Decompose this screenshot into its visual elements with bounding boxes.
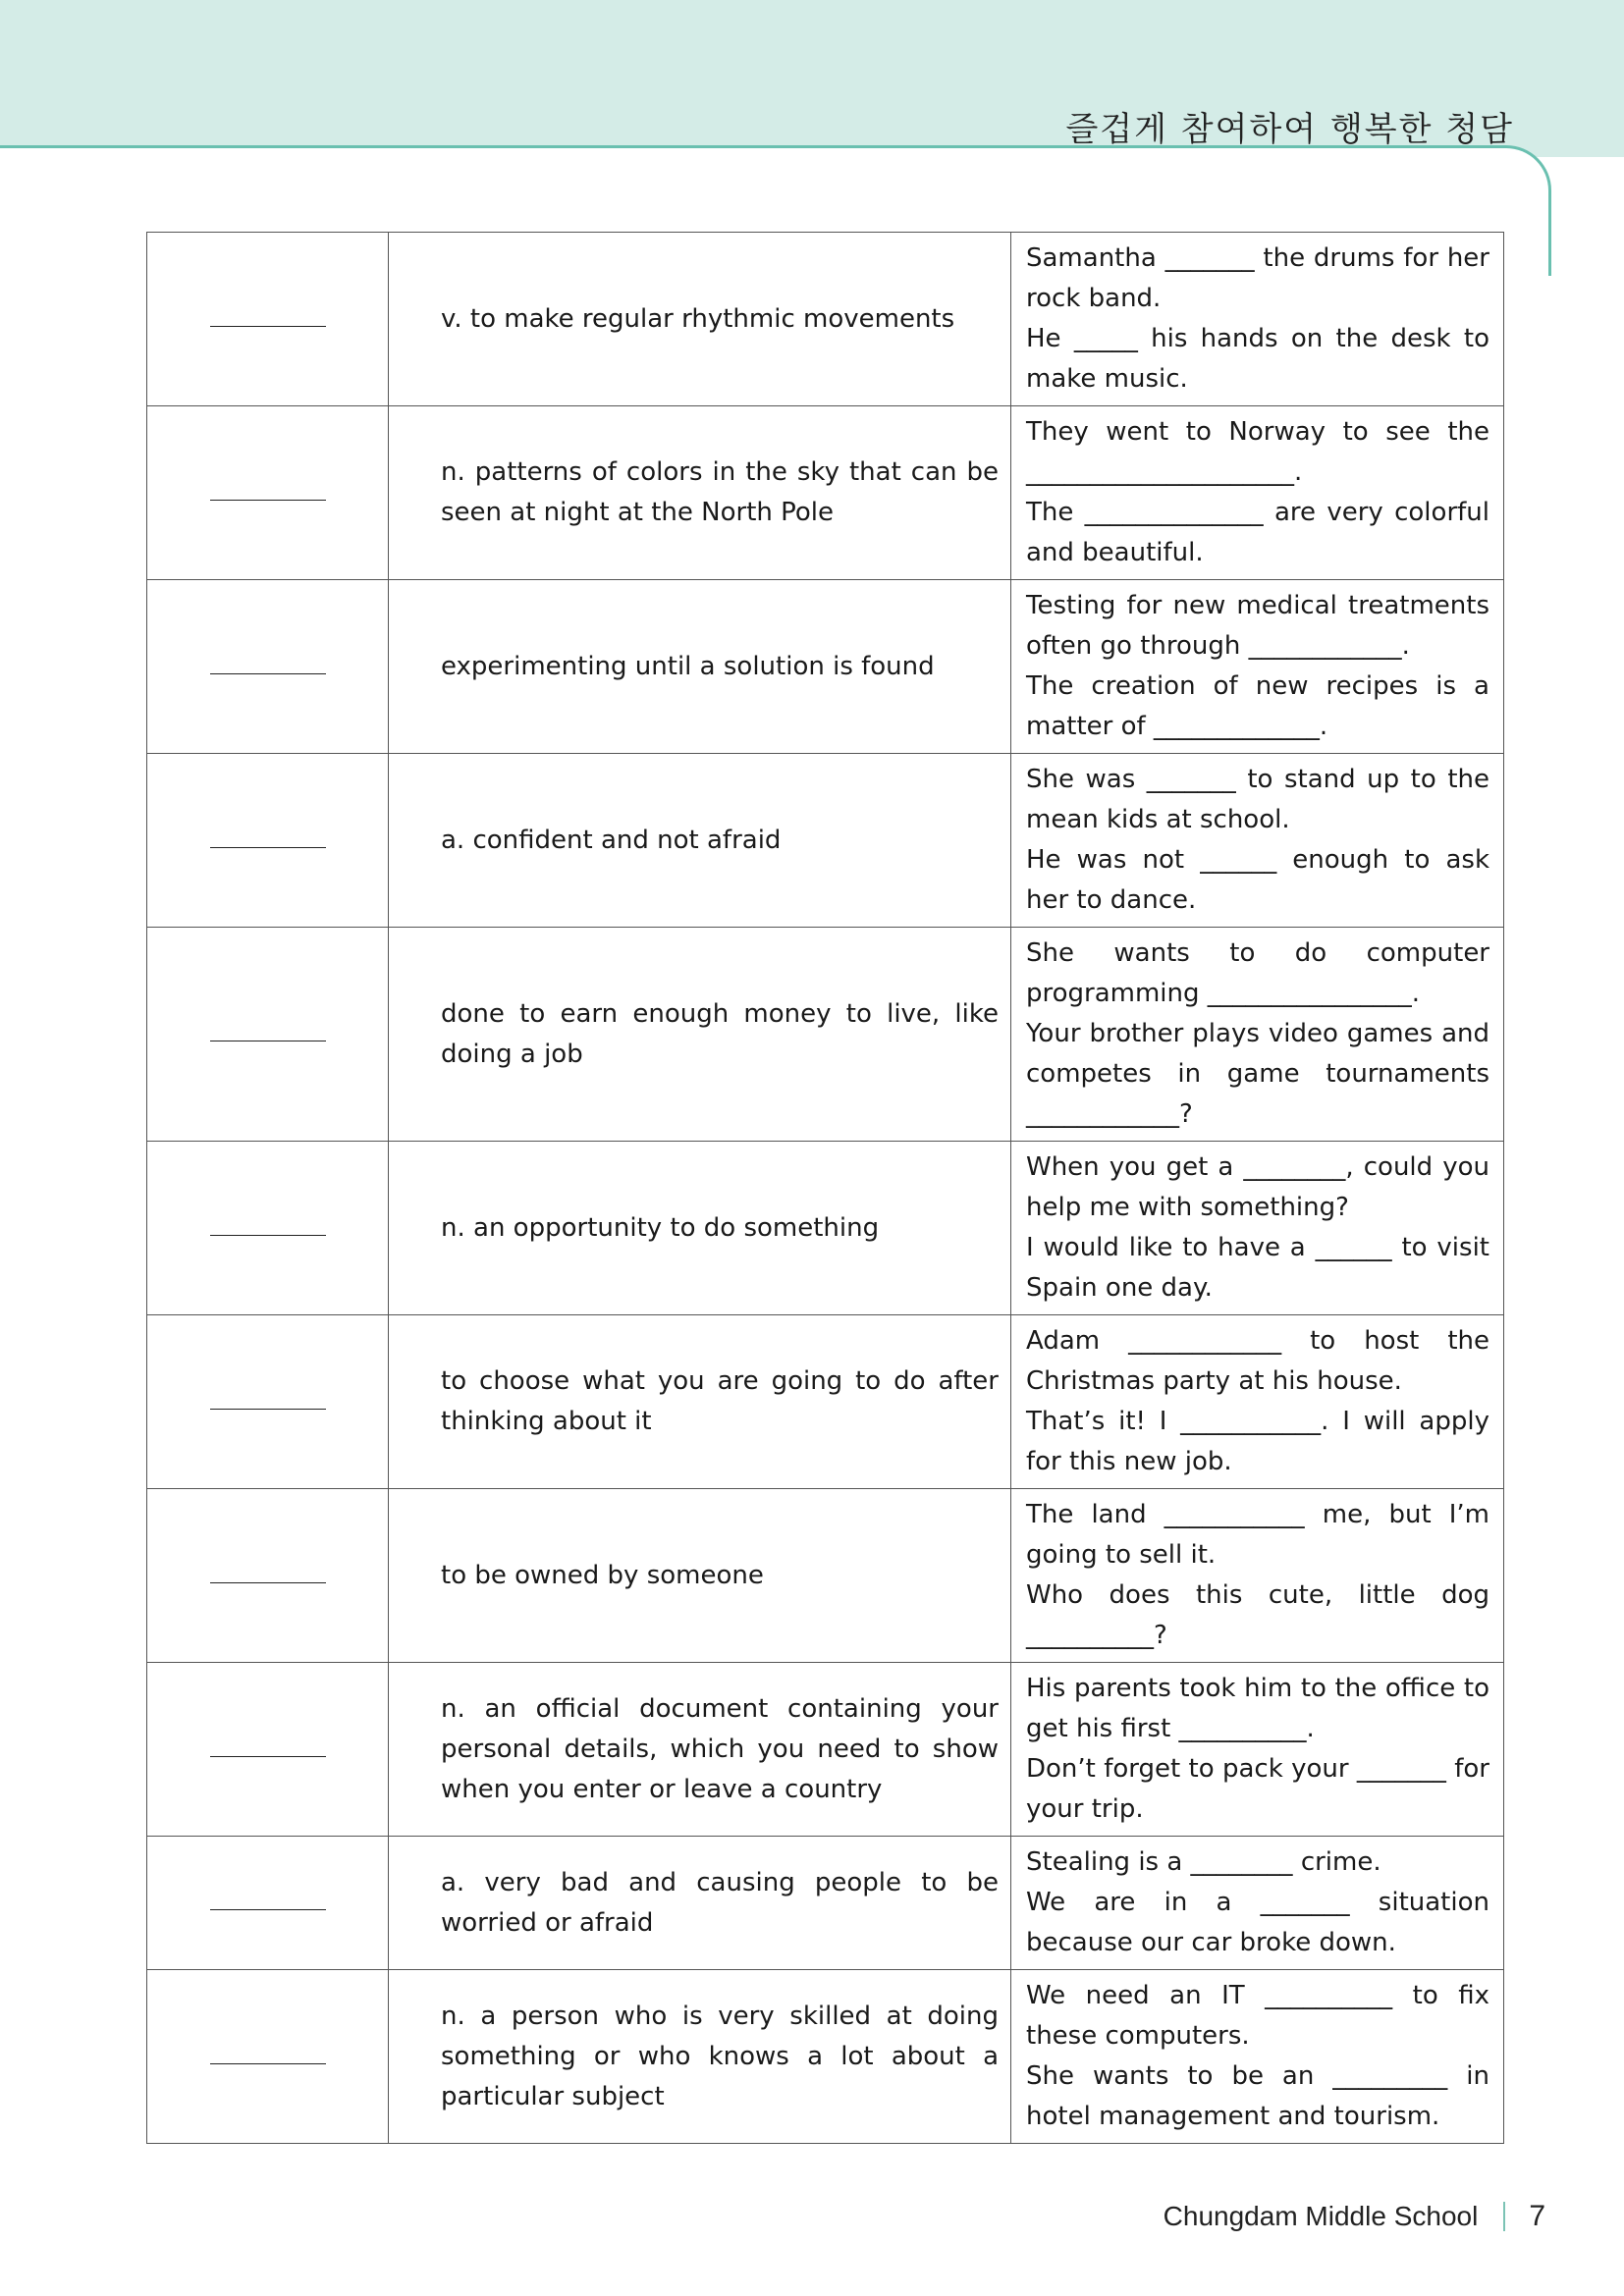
table-row — [147, 406, 1504, 580]
answer-blank[interactable] — [210, 1561, 326, 1583]
word-answer-cell[interactable] — [147, 1970, 389, 2144]
word-answer-cell[interactable] — [147, 1315, 389, 1489]
word-answer-cell[interactable] — [147, 233, 389, 406]
example-sentence: When you get a ________, could you help me with something? — [1026, 1152, 1489, 1222]
definition-cell: n. a person who is very skilled at doing something or who knows a lot about a particular subject — [389, 1970, 1011, 2144]
example-sentence: Your brother plays video games and competes in game tournaments ____________? — [1026, 1019, 1489, 1129]
example-sentence: He _____ his hands on the desk to make music. — [1026, 324, 1489, 394]
table-row — [147, 1837, 1504, 1970]
table-row — [147, 1315, 1504, 1489]
definition-cell: done to earn enough money to live, like doing a job — [389, 928, 1011, 1142]
word-answer-cell[interactable] — [147, 1142, 389, 1315]
answer-blank[interactable] — [210, 304, 326, 327]
answer-blank[interactable] — [210, 652, 326, 674]
word-answer-cell[interactable] — [147, 406, 389, 580]
vocabulary-table — [146, 232, 1504, 2144]
example-sentence: Samantha _______ the drums for her rock band. — [1026, 243, 1489, 313]
definition-cell: experimenting until a solution is found — [389, 580, 1011, 754]
example-sentence: She wants to be an _________ in hotel management and tourism. — [1026, 2061, 1489, 2131]
table-row — [147, 1489, 1504, 1663]
word-answer-cell[interactable] — [147, 1663, 389, 1837]
answer-blank[interactable] — [210, 2042, 326, 2064]
footer — [1164, 2200, 1545, 2233]
example-cell — [1011, 1142, 1504, 1315]
example-sentence: The land ___________ me, but I’m going to sell it. — [1026, 1500, 1489, 1570]
answer-blank[interactable] — [210, 826, 326, 848]
word-answer-cell[interactable] — [147, 754, 389, 928]
definition-cell: to choose what you are going to do after thinking about it — [389, 1315, 1011, 1489]
example-sentence: The ______________ are very colorful and beautiful. — [1026, 498, 1489, 567]
example-sentence: He was not ______ enough to ask her to dance. — [1026, 845, 1489, 915]
definition-cell: n. patterns of colors in the sky that can be seen at night at the North Pole — [389, 406, 1011, 580]
table-row — [147, 754, 1504, 928]
example-cell — [1011, 233, 1504, 406]
definition-cell: a. very bad and causing people to be worried or afraid — [389, 1837, 1011, 1970]
definition-cell: n. an official document containing your personal details, which you need to show when you enter or leave a country — [389, 1663, 1011, 1837]
definition-cell: to be owned by someone — [389, 1489, 1011, 1663]
example-sentence: His parents took him to the office to get his first __________. — [1026, 1674, 1489, 1743]
example-cell — [1011, 1315, 1504, 1489]
example-cell — [1011, 1663, 1504, 1837]
definition-cell: n. an opportunity to do something — [389, 1142, 1011, 1315]
example-sentence: We need an IT __________ to fix these computers. — [1026, 1981, 1489, 2051]
answer-blank[interactable] — [210, 1019, 326, 1041]
example-sentence: Testing for new medical treatments often go through ____________. — [1026, 591, 1489, 661]
example-cell — [1011, 754, 1504, 928]
word-answer-cell[interactable] — [147, 580, 389, 754]
school-name: Chungdam Middle School — [1163, 2201, 1479, 2231]
answer-blank[interactable] — [210, 1888, 326, 1910]
example-cell — [1011, 928, 1504, 1142]
example-sentence: She wants to do computer programming ________________. — [1026, 938, 1489, 1008]
answer-blank[interactable] — [210, 1213, 326, 1236]
example-sentence: Don’t forget to pack your _______ for your trip. — [1026, 1754, 1489, 1824]
example-cell — [1011, 406, 1504, 580]
answer-blank[interactable] — [210, 1387, 326, 1410]
table-row — [147, 233, 1504, 406]
table-row — [147, 1142, 1504, 1315]
example-cell — [1011, 1970, 1504, 2144]
answer-blank[interactable] — [210, 1735, 326, 1757]
example-sentence: That’s it! I ___________. I will apply for this new job. — [1026, 1407, 1489, 1476]
word-answer-cell[interactable] — [147, 1837, 389, 1970]
example-sentence: She was _______ to stand up to the mean kids at school. — [1026, 765, 1489, 834]
table-row — [147, 1663, 1504, 1837]
definition-cell: a. confident and not afraid — [389, 754, 1011, 928]
example-sentence: Stealing is a ________ crime. — [1026, 1847, 1381, 1877]
definition-cell: v. to make regular rhythmic movements — [389, 233, 1011, 406]
example-sentence: Adam ____________ to host the Christmas party at his house. — [1026, 1326, 1489, 1396]
example-cell — [1011, 1489, 1504, 1663]
answer-blank[interactable] — [210, 478, 326, 501]
example-sentence: I would like to have a ______ to visit Spain one day. — [1026, 1233, 1489, 1303]
word-answer-cell[interactable] — [147, 1489, 389, 1663]
footer-divider — [1503, 2202, 1505, 2231]
example-cell — [1011, 1837, 1504, 1970]
table-row — [147, 928, 1504, 1142]
example-cell — [1011, 580, 1504, 754]
example-sentence: Who does this cute, little dog __________? — [1026, 1580, 1489, 1650]
word-answer-cell[interactable] — [147, 928, 389, 1142]
header-title: 즐겁게 참여하여 행복한 청담 — [1065, 110, 1514, 149]
example-sentence: The creation of new recipes is a matter of _____________. — [1026, 671, 1489, 741]
example-sentence: They went to Norway to see the _____________________. — [1026, 417, 1489, 487]
table-row — [147, 580, 1504, 754]
table-row — [147, 1970, 1504, 2144]
example-sentence: We are in a _______ situation because our car broke down. — [1026, 1888, 1489, 1957]
page-number: 7 — [1529, 2200, 1545, 2232]
